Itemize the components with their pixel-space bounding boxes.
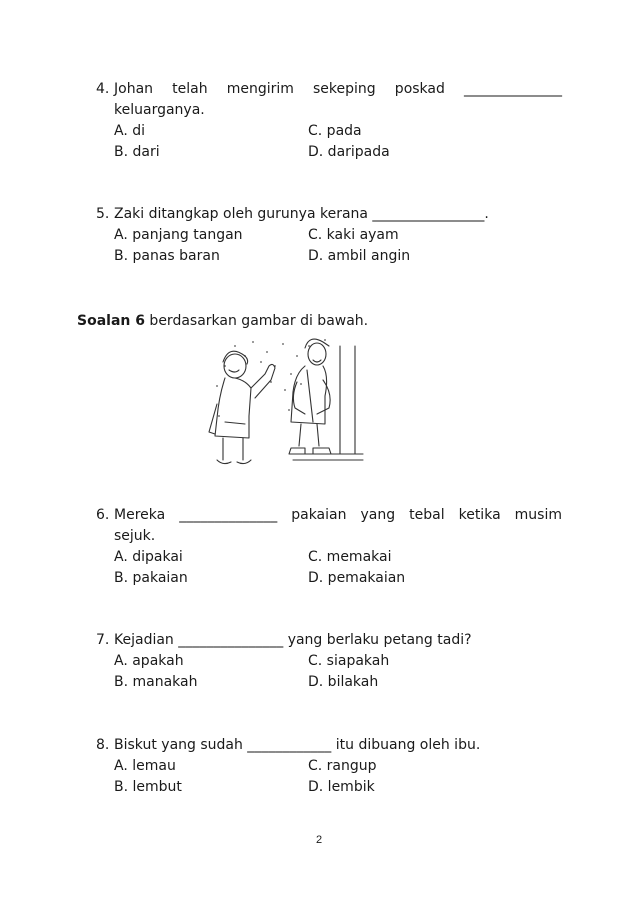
option-b: B. panas baran [114, 248, 220, 264]
option-b: B. manakah [114, 674, 198, 690]
option-d: D. daripada [308, 144, 390, 160]
question-number: 7. [96, 632, 110, 648]
option-b: B. dari [114, 144, 160, 160]
option-a: A. panjang tangan [114, 227, 243, 243]
option-c: C. siapakah [308, 653, 390, 669]
options [96, 651, 562, 693]
option-a: A. dipakai [114, 549, 183, 565]
option-d: D. ambil angin [308, 248, 411, 264]
question-number: 6. [96, 507, 110, 523]
question-text-continued: keluarganya. [114, 102, 205, 118]
question-text: Zaki ditangkap oleh gurunya kerana ________________. [114, 206, 489, 222]
option-c: C. memakai [308, 549, 392, 565]
option-c: C. kaki ayam [308, 227, 399, 243]
option-b: B. lembut [114, 779, 182, 795]
options [96, 121, 562, 163]
winter-children-illustration [205, 336, 365, 476]
question-text-continued: sejuk. [114, 528, 156, 544]
option-a: A. apakah [114, 653, 184, 669]
section-text: berdasarkan gambar di bawah. [144, 313, 369, 329]
section-instruction [77, 311, 368, 332]
option-a: A. lemau [114, 758, 176, 774]
question-text: Johan telah mengirim sekeping poskad ______________ [114, 81, 562, 97]
question-6 [96, 505, 562, 589]
question-text: Biskut yang sudah ____________ itu dibuang oleh ibu. [114, 737, 481, 753]
question-text: Mereka ______________ pakaian yang tebal ketika musim [114, 507, 562, 523]
section-bold: Soalan 6 [77, 313, 145, 329]
options [96, 547, 562, 589]
question-4 [96, 79, 562, 163]
question-8 [96, 735, 562, 798]
options [96, 756, 562, 798]
option-d: D. lembik [308, 779, 375, 795]
question-5 [96, 204, 562, 267]
question-text: Kejadian _______________ yang berlaku petang tadi? [114, 632, 472, 648]
option-c: C. rangup [308, 758, 377, 774]
option-d: D. pemakaian [308, 570, 406, 586]
question-number: 8. [96, 737, 110, 753]
question-7 [96, 630, 562, 693]
options [96, 225, 562, 267]
option-c: C. pada [308, 123, 362, 139]
question-number: 5. [96, 206, 110, 222]
question-number: 4. [96, 81, 110, 97]
option-a: A. di [114, 123, 146, 139]
option-b: B. pakaian [114, 570, 188, 586]
option-d: D. bilakah [308, 674, 379, 690]
page-number: 2 [315, 834, 323, 846]
